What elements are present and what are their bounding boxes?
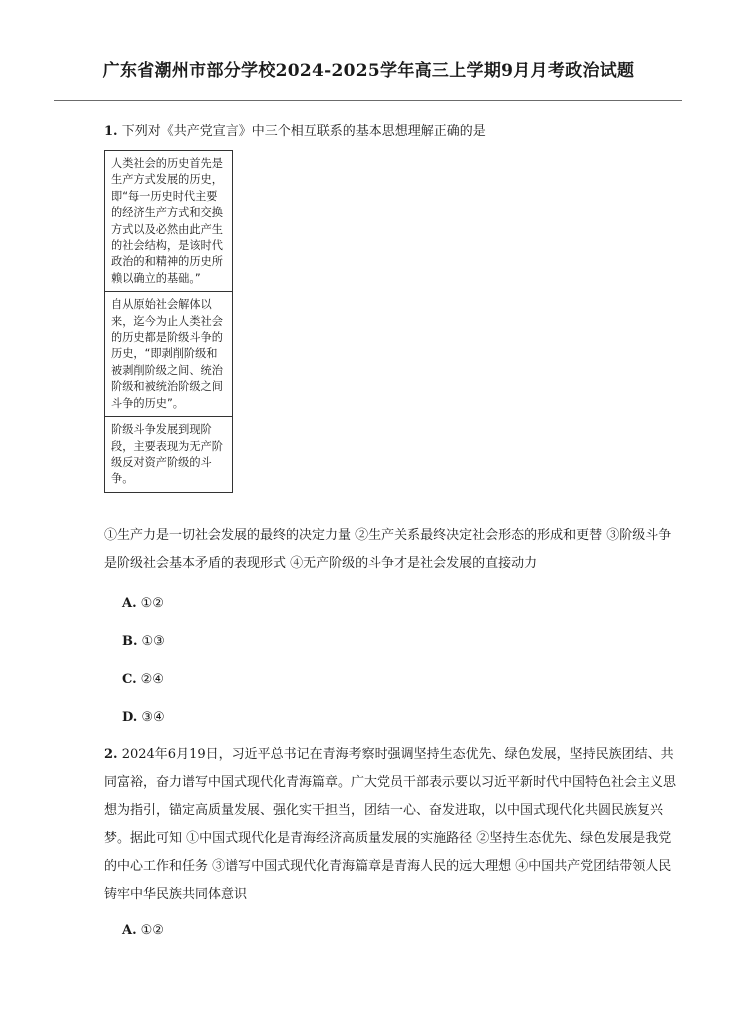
question-1-option-c[interactable] xyxy=(122,672,164,687)
question-2-stem xyxy=(104,741,684,909)
option-letter: A. xyxy=(122,923,137,938)
question-1-material-table xyxy=(104,150,233,493)
option-text: ③④ xyxy=(141,710,165,725)
question-1-statements: ①生产力是一切社会发展的最终的决定力量 ②生产关系最终决定社会形态的形成和更替 ③阶级斗争是阶级社会基本矛盾的表现形式 ④无产阶级的斗争才是社会发展的直接动力 xyxy=(104,528,672,571)
question-2-option-a[interactable] xyxy=(122,923,164,938)
option-letter: C. xyxy=(122,672,137,687)
option-text: ①② xyxy=(140,596,164,611)
question-1-option-a[interactable] xyxy=(122,596,164,611)
material-cell-3: 阶级斗争发展到现阶段，主要表现为无产阶级反对资产阶级的斗争。 xyxy=(111,423,223,486)
material-cell-1: 人类社会的历史首先是生产方式发展的历史，即“每一历史时代主要的经济生产方式和交换方式以及必然由此产生的社会结构，是该时代政治的和精神的历史所赖以确立的基础。” xyxy=(105,151,232,292)
question-2-number: 2. xyxy=(104,747,118,762)
question-1-option-d[interactable] xyxy=(122,710,165,725)
option-letter: A. xyxy=(122,596,137,611)
question-1-text: 下列对《共产党宣言》中三个相互联系的基本思想理解正确的是 xyxy=(121,124,486,139)
title-divider xyxy=(54,100,682,101)
option-letter: B. xyxy=(122,634,138,649)
option-text: ②④ xyxy=(140,672,164,687)
question-2-text: 2024年6月19日，习近平总书记在青海考察时强调坚持生态优先、绿色发展，坚持民族团结、共同富裕，奋力谱写中国式现代化青海篇章。广大党员干部表示要以习近平新时代中国特色社会主义思想为指引，锚定高质量发展、强化实干担当，团结一心、奋发进取，以中国式现代化共圆民族复兴梦。据此可知 ①中国式现代化是青海经济高质量发展的实施路径 ②坚持生态优先、绿色发展是我党的中心工作和任务 ③谱写中国式现代化青海篇章是青海人民的远大理想 ④中国共产党团结带领人民铸牢中华民族共同体意识 xyxy=(104,747,677,902)
question-1-number: 1. xyxy=(104,124,118,139)
option-text: ①② xyxy=(140,923,164,938)
option-letter: D. xyxy=(122,710,138,725)
option-text: ①③ xyxy=(141,634,165,649)
material-cell-2: 自从原始社会解体以来，迄今为止人类社会的历史都是阶级斗争的历史，“即剥削阶级和被剥削阶级之间、统治阶级和被统治阶级之间斗争的历史”。 xyxy=(105,292,232,417)
document-title: 广东省潮州市部分学校2024-2025学年高三上学期9月月考政治试题 xyxy=(102,61,635,81)
question-1-stem xyxy=(104,119,684,144)
question-1-option-b[interactable] xyxy=(122,634,165,649)
